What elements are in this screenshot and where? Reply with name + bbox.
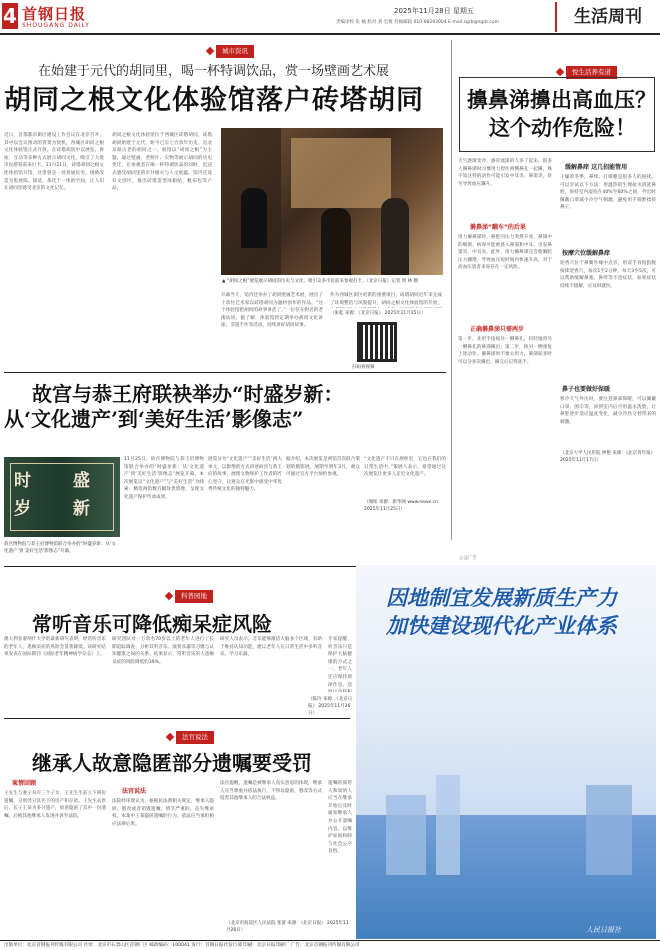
- story2-sub1: 擤鼻涕“翻车”的后果: [470, 224, 526, 231]
- story4-col2: 研究团队对一万余名70岁以上的老年人进行了长期追踪调查，分析其听音乐、演奏乐器等习惯与认知健康之间的关系。结果显示，常听音乐的人患痴呆症的风险降低约39%。: [112, 637, 214, 665]
- story2-right-para2: 迎香穴位于鼻翼外缘中点旁，用双手食指指腹按揉迎香穴，每次1至2分钟，每天3至5次，可以帮助缓解鼻塞、鼻痒等不适症状。如果症状持续不缓解，应及时就医。: [560, 261, 656, 289]
- story1-photo: [221, 128, 443, 275]
- staff-line: 责编审校 张 楠 校对 刘 宏梅 投稿邮箱 010-88293004 E-mail sgrb@sgrb.com: [336, 20, 499, 25]
- qr-code[interactable]: [357, 322, 397, 362]
- story4-headline: 常听音乐可降低痴呆症风险: [32, 612, 272, 636]
- ad-slogan-1: 因地制宜发展新质生产力: [386, 586, 617, 610]
- paper-logo-en: SHOUGANG DAILY: [22, 22, 90, 29]
- public-service-ad[interactable]: [356, 565, 656, 939]
- story3-photo: [4, 457, 120, 537]
- story2-para1: 用力擤鼻涕时，鼻腔内压力突然升高，鼻涕中的细菌、病毒可能被挤入鼻窦和中耳，引发鼻窦炎、中耳炎。此外，用力擤鼻涕还会使胸腔压力骤增，导致血压短时间内快速升高，对于高血压患者来说存在一定风险。: [458, 235, 552, 271]
- story2-headline-2: 这个动作危险！: [489, 115, 636, 140]
- story3-col1: 11月25日，故宫博物院与恭王府博物馆联合举办的“时盛岁新：从‘文化遗产’到‘美好生活’影像志”展览开幕。本次展览以“文化遗产”与“美好生活”为线索，精选两馆数百幅珍贵影像，呈现文化遗产保护传承成果。: [124, 457, 204, 500]
- story2-right-para3: 寒冷天气外出时，要注意鼻部保暖，可以佩戴口罩、围巾等，回到室内后可用温水洗脸，让鼻腔逐步适应温度变化，减少冷热交替带来的刺激。: [560, 397, 656, 425]
- story1-col2: 胡同之根文化体验馆位于西城区砖塔胡同，砖塔胡同始建于元代，距今已有七百余年历史，是北京最古老的胡同之一。展馆以“胡同之根”为主题，通过壁画、老照片、实物等展示胡同的历史变迁，让参观者在喝一杯特调饮品的同时，沉浸式感受胡同里的市井烟火与人文底蕴。馆内还设有文创区，推出砖塔造型冰箱贴、帆布包等产品。: [112, 133, 212, 192]
- story2-right-sub1: 缓解鼻痒 这几招能管用: [565, 164, 628, 171]
- story5-sub2: 法官说法: [122, 788, 147, 795]
- story3-source: （闻铭 来源：新华网 www.news.cn 2025年11月25日）: [364, 500, 438, 512]
- section-title: 生活周刊: [555, 2, 659, 32]
- story3-col4: “文化遗产不只在展柜里，它也在我们的日常生活中。”策展人表示，希望通过这次展览让更多人走近文化遗产。: [364, 457, 446, 478]
- story2-intro: 天气逐渐变冷，感冒流涕的人多了起来，很多人擤鼻涕时习惯用力捏住两侧鼻孔一起擤，殊不知这样的动作可能引发中耳炎、鼻窦炎，甚至导致血压骤升。: [458, 159, 552, 187]
- ad-slogan-2: 加快建设现代化产业体系: [386, 614, 617, 638]
- story4-col4: 专家提醒，听音乐只是保护大脑健康的方式之一，老年人还应保持规律作息、适: [328, 637, 352, 688]
- story3-col3: 据介绍，本次展览是两馆首次联合策划的摄影展，展期至明年3月，观众可通过官方平台预约参观。: [286, 457, 360, 478]
- story3-headline-1: 故宫与恭王府联袂举办“时盛岁新：: [32, 382, 344, 406]
- story1-kicker: 在始建于元代的胡同里，喝一杯特调饮品，赏一场壁画艺术展: [38, 64, 390, 79]
- section-tag-law: 法官说法: [176, 731, 214, 744]
- story2-right-sub2: 按摩穴位缓解鼻痒: [562, 250, 611, 257]
- story3-col2: 展览分为“文化遗产”“美好生活”两大单元，以影像的方式讲述故宫与恭王府的故事，展现文物保护工作者的匠心坚守，让观众在光影中感受中华优秀传统文化的独特魅力。: [208, 457, 282, 493]
- story2-sub2: 正确擤鼻涕只需两步: [470, 326, 525, 333]
- story3-headline-2: 从‘文化遗产’到‘美好生活’影像志”: [4, 407, 304, 431]
- page-number: 4: [3, 4, 17, 28]
- story1-source: （张乾 来源：《北京日报》 2025年11月25日）: [330, 311, 426, 316]
- story2-source: （北京大学人民医院 钟艳 来源：《北京青年报》 2025年11月17日）: [560, 451, 656, 463]
- story5-headline: 继承人故意隐匿部分遗嘱要受罚: [32, 751, 312, 775]
- story5-sub1: 案情回顾: [12, 780, 37, 787]
- section-tag-city: 城市资讯: [216, 45, 254, 58]
- story5-col4: 遗嘱的保管人和知情人应当在继承开始后及时通知继承人并公开遗嘱内容，以维护家庭和睦与社会公序良俗。: [328, 781, 352, 855]
- story3-photo-title: 时 盛 岁 新: [14, 471, 108, 519]
- footer-info: 出版单位：北京首钢报刊传媒有限公司 社址：北京市石景山区首钢厂区 邮政编码：100041 发行：首钢日报社发行部 印刷：北京日报印刷厂 广告：北京首钢报刊传媒有限公司: [4, 943, 360, 948]
- story5-source: （北京市海淀区人民法院 张蕾 来源：《北京日报》 2025年11月26日）: [226, 921, 349, 933]
- story1-photo-caption: ▲ “胡同之根”展览展示胡同的历史与文化，吸引众多市民前来参观打卡。（北京日报）记者 周 林 摄: [222, 279, 419, 284]
- qr-caption: 扫码看视频: [352, 365, 375, 370]
- story4-col3: 研究人员表示，音乐能够激活大脑多个区域，有助于维持认知功能，建议老年人在日常生活中多听音乐、学习乐器。: [220, 637, 322, 658]
- section-tag-science: 科普园地: [175, 590, 213, 603]
- story5-col3: 法官提醒，遗嘱是被继承人真实意思的体现，继承人应当尊重并依法执行，不得以隐匿、篡改等方式侵害其他继承人的合法权益。: [220, 781, 322, 802]
- story1-col4: 作为西城区街区更新的重要项目，砖塔胡同近年来完成了环境整治与风貌提升，胡同之根文化体验馆的开放，: [330, 293, 442, 306]
- story2-para2: 第一步，先用手指按住一侧鼻孔，轻轻地将另一侧鼻孔的鼻涕擤出；第二步，换另一侧重复上述动作。擤鼻涕时不要太用力，鼻涕较多时可以分多次擤出，擤完后记得洗手。: [458, 337, 552, 365]
- story2-right-sub3: 鼻子也要做好保暖: [562, 386, 611, 393]
- story4-col1: 澳大利亚蒙纳什大学的最新研究表明，经常听音乐的老年人，患痴呆症的风险会显著降低。该研究结果发表在国际期刊《国际老年精神病学杂志》上。: [4, 637, 106, 658]
- story1-col1: 近日，首都都市街区建设工作会议在北京召开，其中以会议推动的背景为契机，西城区胡同之根文化体验馆正式开放，在砖塔胡同中以展览、讲座、互动等多种方式展示胡同文化，吸引了大批市民游客前来打卡。11月21日，砖塔胡同之根文化体验馆开馆，这里曾是一处普通民宅，现被改造为集展陈、阅读、茶饮于一体的空间，让人们在胡同里感受北京的文化记忆。: [4, 133, 104, 192]
- story4-source: （陈玲 来源：《北京日报》 2025年11月26日）: [308, 697, 353, 716]
- story2-headline-1: 擤鼻涕擤出高血压？: [467, 87, 656, 112]
- section-tag-health: 悦生活养有道: [566, 66, 617, 79]
- story5-col2: 法院经审理认为，根据民法典相关规定，继承人隐匿、篡改或者销毁遗嘱，情节严重的，丧失继承权。本案中王某隐匿遗嘱的行为，依法应当承担相应法律后果。: [112, 799, 214, 827]
- story5-col1: 王先生与妻子育有三个子女，王先生生前立下两份遗嘱，分别处分其名下的房产和存款。王先生去世后，长子王某为多分遗产，故意隐匿了其中一份遗嘱，后被其他继承人发现并诉至法院。: [4, 791, 106, 819]
- story2-right-para1: 干燥的冬季，鼻痒、打喷嚏是很多人的困扰。可以尝试以下方法：用温热的生理盐水清洗鼻腔，保持室内湿度在40%至60%之间，外出时佩戴口罩减少冷空气刺激，避免用手频繁揉搓鼻子。: [560, 175, 656, 211]
- story3-photo-caption: 故宫博物院与恭王府博物馆联合举办的“时盛岁新：从‘文化遗产’到‘美好生活’影像志”开幕。: [4, 542, 116, 554]
- paper-logo: 首钢日报: [22, 5, 87, 23]
- story1-headline: 胡同之根文化体验馆落户砖塔胡同: [4, 85, 424, 116]
- story1-col3: 开幕当天，馆内还举办了胡同壁画艺术展，展出了十余位艺术家以砖塔胡同为题材创作的作品。“这个体验馆把胡同的故事讲活了。”一位住在附近的老街坊说。据了解，体验馆将定期举办胡同文化讲座、非遗手作等活动，持续讲好胡同故事。: [221, 293, 323, 329]
- issue-date: 2025年11月28日 星期五: [394, 7, 474, 15]
- ad-label: 公益广告: [459, 556, 477, 561]
- ad-credit: 人民日报社: [586, 926, 621, 934]
